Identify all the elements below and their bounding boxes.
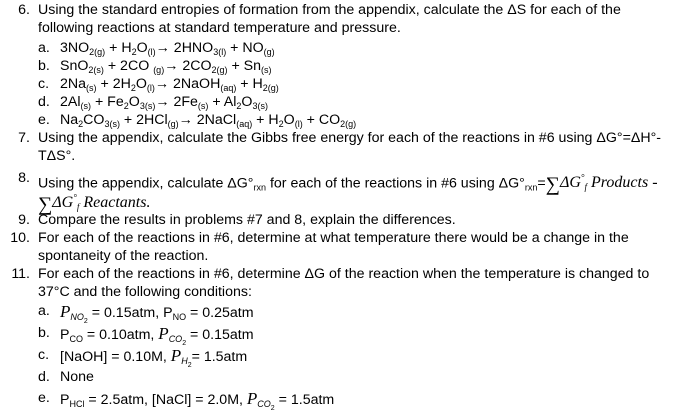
problem-11-text-cont: 37°C and the following conditions: — [38, 284, 252, 300]
problem-10-text-cont: spontaneity of the reaction. — [38, 248, 209, 264]
problem-8-text-cont: $\sum\Delta G^\circ_f$ Reactants. — [38, 193, 151, 216]
problem-6a-equation: $3NO_{2(g)} + H_2O_{(l)}\to 2HNO_{3(l)} + NO_{(g)}$ — [60, 40, 275, 57]
problem-6a-letter: a. — [38, 40, 50, 56]
problem-6c-equation: $2Na_{(s)} + 2H_2O_{(l)}\to$ 2NaOH$_{(aq)}$ + $H_{2(g)}$ — [60, 76, 279, 93]
problem-8-number: 8. — [18, 170, 30, 186]
problem-6-text-cont: following reactions at standard temperature and pressure. — [38, 20, 401, 36]
problem-7-text-cont: TΔS°. — [38, 148, 76, 164]
problem-11b-letter: b. — [38, 325, 50, 341]
problem-6b-letter: b. — [38, 58, 50, 74]
problem-11a-condition: $P_{NO_2} = 0.15atm$, $P_{NO} = 0.25atm$ — [60, 302, 254, 325]
problem-10-number: 10. — [10, 230, 30, 246]
problem-6b-equation: SnO$_{2(s)}$ + 2CO $_{(g)}\to 2CO_{2(g)} + Sn_{(s)}$ — [60, 58, 272, 75]
problem-6-text: Using the standard entropies of formation from the appendix, calculate the ΔS for each of the — [38, 2, 621, 18]
problem-10-text: For each of the reactions in #6, determine at what temperature there would be a change in the — [38, 230, 629, 246]
problem-11a-letter: a. — [38, 303, 50, 319]
problem-6d-letter: d. — [38, 94, 50, 110]
problem-9-number: 9. — [18, 212, 30, 228]
problem-11e-letter: e. — [38, 390, 50, 406]
problem-11c-condition: [NaOH] = 0.10M, $P_{H_2}= 1.5atm$ — [60, 346, 248, 369]
problem-6e-letter: e. — [38, 112, 50, 128]
problem-9-text: Compare the results in problems #7 and 8, explain the differences. — [38, 212, 456, 228]
problem-6d-equation: $2Al_{(s)} + Fe_2O_{3(s)}\to 2Fe_{(s)} + Al_2O_{3(s)}$ — [60, 94, 268, 111]
problem-8-text: Using the appendix, calculate $\Delta G^\circ_{rxn}$ for each of the reactions in #6 using $\Delta G^\circ_{rxn}=\sum\Delta G^\circ_f$ Products - — [38, 173, 658, 196]
problem-11c-letter: c. — [38, 347, 50, 363]
problem-6e-equation: $Na_2CO_{3(s)} + 2HCl_{(g)}\to$ 2NaCl$_{(aq)}$ + $H_2O_{(l)} + CO_{2(g)}$ — [60, 112, 357, 129]
problem-11d-letter: d. — [38, 369, 50, 385]
problem-11e-condition: $P_{HCl} = 2.5atm$, [NaCl] = 2.0M, $P_{CO_2} = 1.5atm$ — [60, 389, 335, 412]
problem-11b-condition: $P_{CO} = 0.10atm$, $P_{CO_2} = 0.15atm$ — [60, 324, 254, 347]
problem-11-text: For each of the reactions in #6, determine ΔG of the reaction when the temperature is changed to — [38, 266, 650, 282]
problem-6-number: 6. — [18, 2, 30, 18]
problem-7-text: Using the appendix, calculate the Gibbs free energy for each of the reactions in #6 using ΔG°=ΔH°- — [38, 130, 661, 146]
problem-11d-condition: None — [60, 369, 94, 385]
problem-7-number: 7. — [18, 130, 30, 146]
problem-6c-letter: c. — [38, 76, 50, 92]
problem-11-number: 11. — [11, 266, 30, 282]
